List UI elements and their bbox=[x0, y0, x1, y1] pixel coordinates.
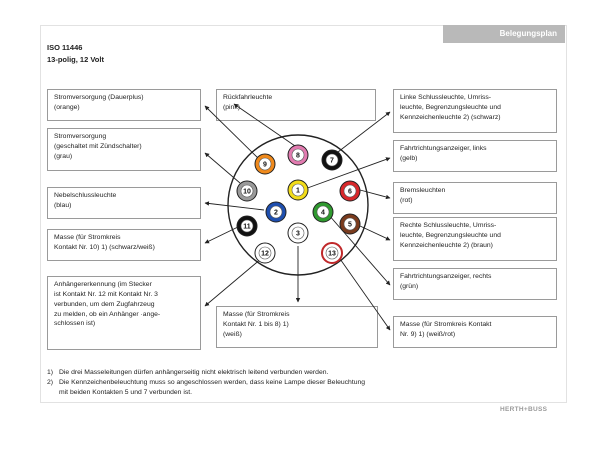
pin-number: 4 bbox=[321, 209, 325, 217]
diagram-title: ISO 11446 bbox=[47, 43, 83, 52]
pin-10 bbox=[237, 181, 257, 201]
pin-13 bbox=[322, 243, 342, 263]
box-line: schlossen ist) bbox=[54, 320, 96, 328]
pin-number: 2 bbox=[274, 209, 278, 217]
box-line: Nr. 9) 1) (weiß/rot) bbox=[400, 330, 456, 338]
pin-number: 13 bbox=[328, 250, 336, 258]
box-line: (gelb) bbox=[400, 154, 418, 162]
box-line: (pink) bbox=[223, 103, 240, 111]
box-line: Fahrtrichtungsanzeiger, links bbox=[400, 145, 487, 152]
brand-logo: HERTH+BUSS bbox=[500, 406, 548, 413]
pin-9 bbox=[255, 154, 275, 174]
box-line: leuchte, Begrenzungsleuchte und bbox=[400, 231, 501, 239]
note-number bbox=[47, 388, 59, 398]
arrow-pin-7 bbox=[338, 112, 390, 152]
pin-7 bbox=[322, 150, 342, 170]
box-line: Masse (für Stromkreis Kontakt bbox=[400, 321, 492, 328]
pin-6 bbox=[340, 181, 360, 201]
box-line: Anhängererkennung (im Stecker bbox=[54, 281, 152, 288]
box-line: Masse (für Stromkreis bbox=[54, 234, 121, 241]
header-tag: Belegungsplan bbox=[443, 25, 565, 43]
note-number: 2) bbox=[47, 378, 54, 386]
box-line: Bremsleuchten bbox=[400, 187, 446, 194]
note-text: Die drei Masseleitungen dürfen anhängerseitig nicht elektrisch leitend verbunden werden. bbox=[59, 369, 329, 376]
pin-12 bbox=[255, 243, 275, 263]
note-text: mit beiden Kontakten 5 und 7 verbunden ist. bbox=[59, 388, 193, 396]
box-line: (orange) bbox=[54, 103, 80, 111]
pin-1 bbox=[288, 180, 308, 200]
box-line: Nebelschlussleuchte bbox=[54, 192, 117, 199]
footnote-2 bbox=[47, 378, 365, 388]
box-line: (weiß) bbox=[223, 330, 242, 338]
box-line: Linke Schlussleuchte, Umriss- bbox=[400, 94, 492, 101]
pin-number: 6 bbox=[348, 188, 352, 196]
pin-number: 7 bbox=[330, 157, 334, 165]
arrow-pin-12 bbox=[205, 258, 262, 306]
box-line: leuchte, Begrenzungsleuchte und bbox=[400, 103, 501, 111]
box-line: (geschaltet mit Zündschalter) bbox=[54, 142, 142, 150]
box-line: Fahrtrichtungsanzeiger, rechts bbox=[400, 273, 492, 280]
pin-number: 12 bbox=[261, 250, 269, 258]
pin-number: 11 bbox=[243, 223, 251, 231]
box-line: Stromversorgung (Dauerplus) bbox=[54, 94, 144, 101]
pin-number: 8 bbox=[296, 152, 300, 160]
box-line: (rot) bbox=[400, 196, 413, 204]
pin-4 bbox=[313, 202, 333, 222]
pin-8 bbox=[288, 145, 308, 165]
pin-number: 9 bbox=[263, 161, 267, 169]
box-line: zu melden, ob ein Anhänger ·ange- bbox=[54, 310, 161, 318]
box-line: verbunden, um dem Zugfahrzeug bbox=[54, 300, 155, 308]
pin-2 bbox=[266, 202, 286, 222]
box-line: Kontakt Nr. 10) 1) (schwarz/weiß) bbox=[54, 243, 155, 251]
pin-number: 10 bbox=[243, 188, 251, 196]
box-line: Kennzeichenleuchte 2) (schwarz) bbox=[400, 113, 501, 121]
box-line: Kontakt Nr. 1 bis 8) 1) bbox=[223, 320, 289, 328]
footnotes bbox=[47, 368, 365, 398]
box-line: Stromversorgung bbox=[54, 133, 107, 140]
pin-number: 1 bbox=[296, 187, 300, 195]
box-line: Rechte Schlussleuchte, Umriss- bbox=[400, 222, 497, 229]
box-line: Kennzeichenleuchte 2) (braun) bbox=[400, 241, 493, 249]
arrow-pin-13 bbox=[338, 256, 390, 330]
pin-11 bbox=[237, 216, 257, 236]
box-line: Rückfahrleuchte bbox=[223, 94, 273, 101]
footnote-1 bbox=[47, 368, 365, 378]
pin-3 bbox=[288, 223, 308, 243]
note-text: Die Kennzeichenbeleuchtung muss so angeschlossen werden, dass keine Lampe dieser Beleuchtung bbox=[59, 378, 366, 386]
footnote-2-cont bbox=[47, 388, 365, 398]
pin-number: 5 bbox=[348, 221, 352, 229]
arrow-pin-10 bbox=[205, 153, 240, 183]
diagram-subtitle: 13-polig, 12 Volt bbox=[47, 55, 104, 64]
note-number: 1) bbox=[47, 369, 54, 376]
box-line: (grau) bbox=[54, 152, 73, 160]
pin-5 bbox=[340, 214, 360, 234]
box-line: ist Kontakt Nr. 12 mit Kontakt Nr. 3 bbox=[54, 290, 158, 298]
arrow-pin-5 bbox=[360, 226, 390, 240]
arrow-pin-9 bbox=[205, 106, 260, 160]
box-line: (blau) bbox=[54, 201, 72, 209]
box-line: (grün) bbox=[400, 282, 419, 290]
pin-number: 3 bbox=[296, 230, 300, 238]
arrow-pin-8 bbox=[234, 104, 298, 148]
box-line: Masse (für Stromkreis bbox=[223, 311, 290, 318]
